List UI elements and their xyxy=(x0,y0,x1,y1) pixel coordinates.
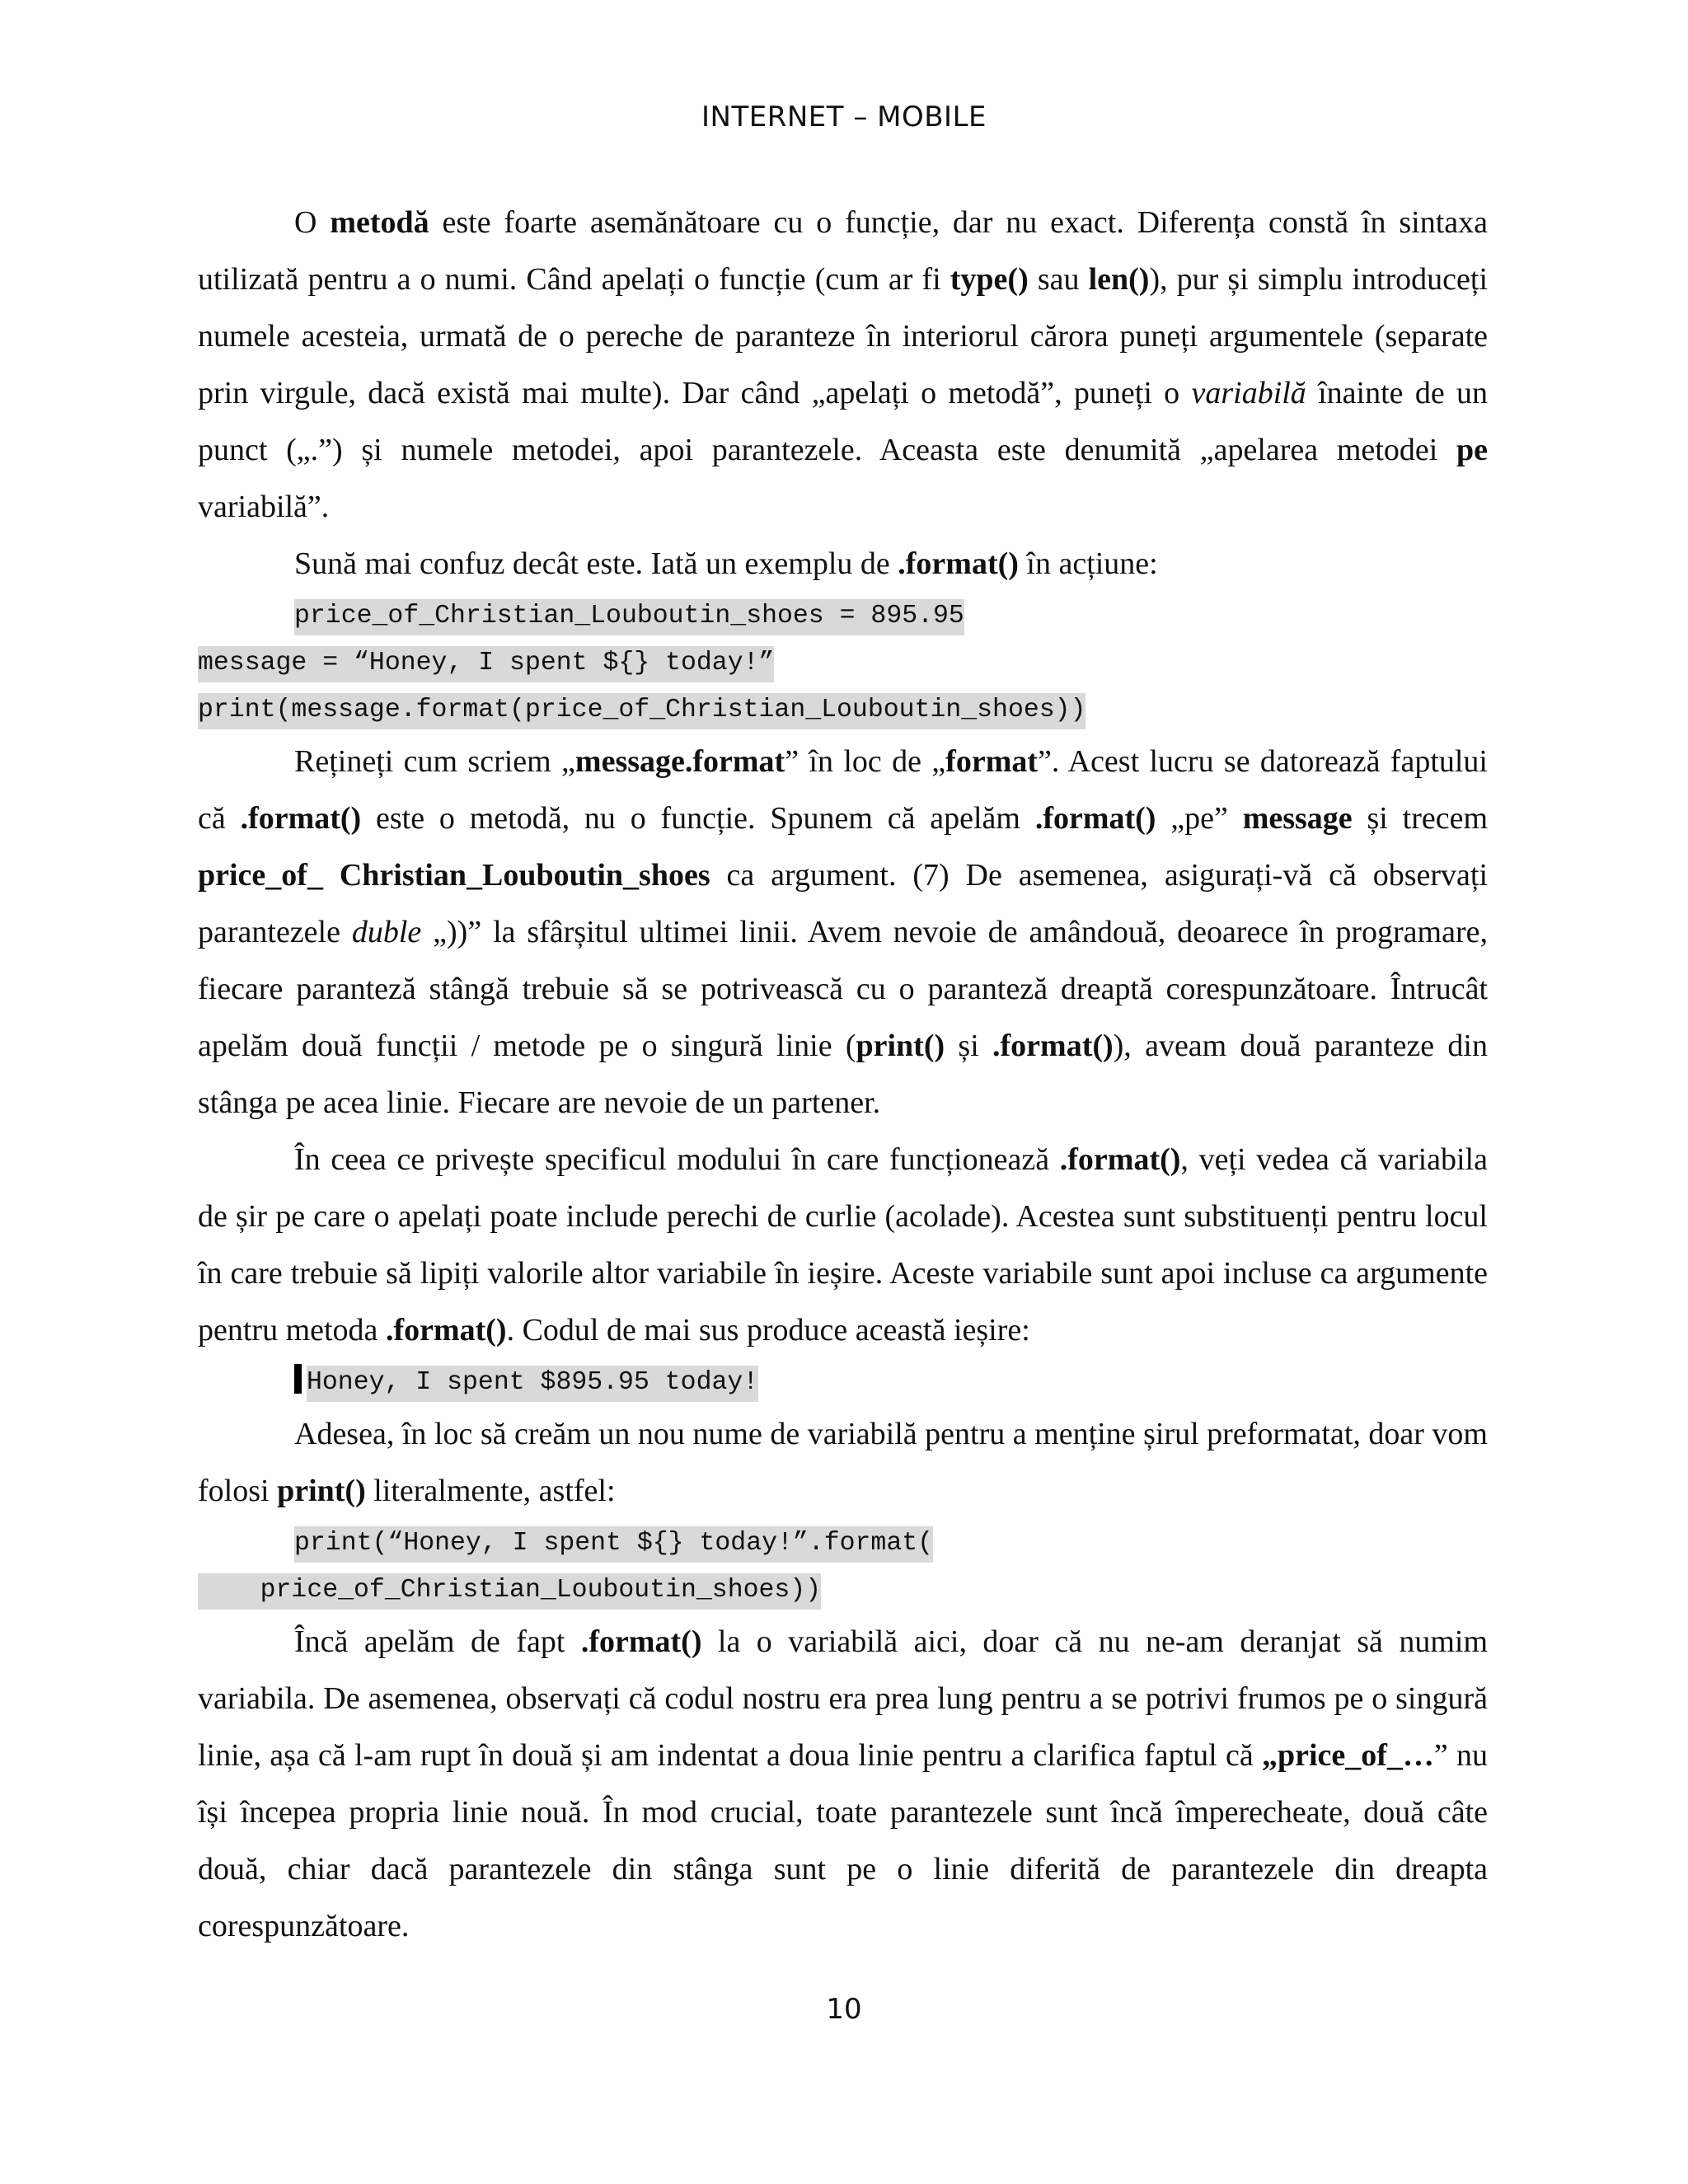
text-run: Rețineți cum scriem „ xyxy=(294,744,575,779)
bold-term: .format() xyxy=(1059,1142,1181,1177)
bold-term: len() xyxy=(1088,262,1150,297)
bold-term: message.format xyxy=(574,744,785,779)
bold-term: pe xyxy=(1456,433,1488,467)
code-text: price_of_Christian_Louboutin_shoes)) xyxy=(198,1573,821,1610)
code-block-output xyxy=(198,1359,1488,1406)
text-run: ), aveam două paranteze din stânga pe acea linie. Fiecare are nevoie de un partener. xyxy=(198,1029,1488,1120)
text-run: Încă apelăm de fapt xyxy=(294,1624,581,1659)
paragraph-example-intro xyxy=(198,536,1488,593)
text-run: este o metodă, nu o funcție. Spunem că apelăm xyxy=(361,801,1035,836)
text-run: . Codul de mai sus produce această ieșire: xyxy=(506,1313,1030,1347)
bold-term: format xyxy=(945,744,1039,779)
bold-term: metodă xyxy=(330,205,429,240)
text-run: „))” la sfârșitul ultimei linii. Avem nevoie de amândouă, deoarece în programare, fiecare paranteză stângă trebuie să se potrivească cu o paranteză dreaptă corespunzătoare. Întrucât apelăm două funcții / metode pe o singură linie ( xyxy=(198,915,1488,1063)
paragraph-method-definition xyxy=(198,194,1488,536)
bold-term: print() xyxy=(277,1474,366,1508)
text-run: ” în loc de „ xyxy=(785,744,946,779)
paragraph-format-explanation xyxy=(198,733,1488,1132)
text-run: variabilă”. xyxy=(198,490,330,524)
bold-term: „price_of_… xyxy=(1261,1738,1434,1773)
text-run: în acțiune: xyxy=(1018,546,1158,581)
code-line xyxy=(198,687,1488,733)
code-line xyxy=(198,640,1488,687)
text-run: ” nu își începea propria linie nouă. În mod crucial, toate parantezele sunt încă împerecheate, două câte două, chiar dacă parantezele din stânga sunt pe o linie diferită de parantezele din dreapta corespunzătoare. xyxy=(198,1738,1488,1943)
text-run: sau xyxy=(1028,262,1089,297)
italic-term: variabilă xyxy=(1191,376,1306,410)
paragraph-print-literal xyxy=(198,1406,1488,1520)
text-run: și xyxy=(945,1029,993,1063)
code-line xyxy=(198,1567,1488,1614)
text-run: ), pur și simplu introduceți numele acesteia, urmată de o pereche de paranteze în interiorul cărora puneți argumentele (separate prin virgule, dacă există mai multe). Dar când „apelați o metodă”, puneți o xyxy=(198,262,1489,410)
bold-term: .format() xyxy=(898,546,1019,581)
text-run: la o variabilă aici, doar că nu ne-am deranjat să numim variabila. De asemenea, observați că codul nostru era prea lung pentru a se potrivi frumos pe o singură linie, așa că l-am rupt în două și am indentat a doua linie pentru a clarifica faptul că xyxy=(198,1624,1489,1773)
code-text: message = “Honey, I spent ${} today!” xyxy=(198,646,774,682)
code-block-print-example xyxy=(198,1520,1488,1614)
text-run: , veți vedea că variabila de șir pe care o apelați poate include perechi de curlie (acolade). Acestea sunt substituenți pentru locul în care trebuie să lipiți valorile altor variabile în ieșire. Aceste variabile sunt apoi incluse ca argumente pentru metoda xyxy=(198,1142,1488,1347)
code-text: print(“Honey, I spent ${} today!”.format( xyxy=(294,1526,933,1563)
text-run: este foarte asemănătoare cu o funcție, dar nu exact. Diferența constă în sintaxa utilizată pentru a o numi. Când apelați o funcție (cum ar fi xyxy=(198,205,1488,297)
text-run: „pe” xyxy=(1156,801,1243,836)
code-line xyxy=(198,1359,1488,1406)
bold-term: price_of_ Christian_Louboutin_shoes xyxy=(198,858,710,893)
paragraph-closing xyxy=(198,1614,1488,1955)
bold-term: .format() xyxy=(580,1624,702,1659)
text-run: Adesea, în loc să creăm un nou nume de variabilă pentru a menține șirul preformatat, doar vom folosi xyxy=(198,1417,1488,1508)
paragraph-placeholders xyxy=(198,1132,1488,1359)
text-run: Sună mai confuz decât este. Iată un exemplu de xyxy=(294,546,898,581)
text-run: literalmente, astfel: xyxy=(365,1474,616,1508)
bold-term: .format() xyxy=(992,1029,1114,1063)
italic-term: duble xyxy=(351,915,422,949)
text-run: înainte de un punct („.”) și numele metodei, apoi parantezele. Aceasta este denumită „apelarea metodei xyxy=(198,376,1488,467)
text-run: În ceea ce privește specificul modului în care funcționează xyxy=(294,1142,1060,1177)
code-text: Honey, I spent $895.95 today! xyxy=(307,1366,758,1402)
text-cursor xyxy=(294,1364,302,1394)
bold-term: message xyxy=(1242,801,1353,836)
bold-term: .format() xyxy=(240,801,362,836)
document-body xyxy=(198,194,1488,1955)
code-text: price_of_Christian_Louboutin_shoes = 895.95 xyxy=(294,599,964,635)
bold-term: .format() xyxy=(385,1313,507,1347)
bold-term: .format() xyxy=(1034,801,1156,836)
code-block-example xyxy=(198,593,1488,733)
text-run: ca argument. (7) De asemenea, asigurați-vă că observați parantezele xyxy=(198,858,1488,949)
bold-term: type() xyxy=(950,262,1029,297)
text-run: O xyxy=(294,205,331,240)
page-number: 10 xyxy=(826,1993,862,2026)
code-line xyxy=(198,1520,1488,1567)
bold-term: print() xyxy=(856,1029,945,1063)
code-text: print(message.format(price_of_Christian_Louboutin_shoes)) xyxy=(198,693,1085,729)
code-line xyxy=(198,593,1488,640)
text-run: ”. Acest lucru se datorează faptului că xyxy=(198,744,1488,836)
page-header: INTERNET – MOBILE xyxy=(701,101,987,134)
text-run: și trecem xyxy=(1352,801,1489,836)
